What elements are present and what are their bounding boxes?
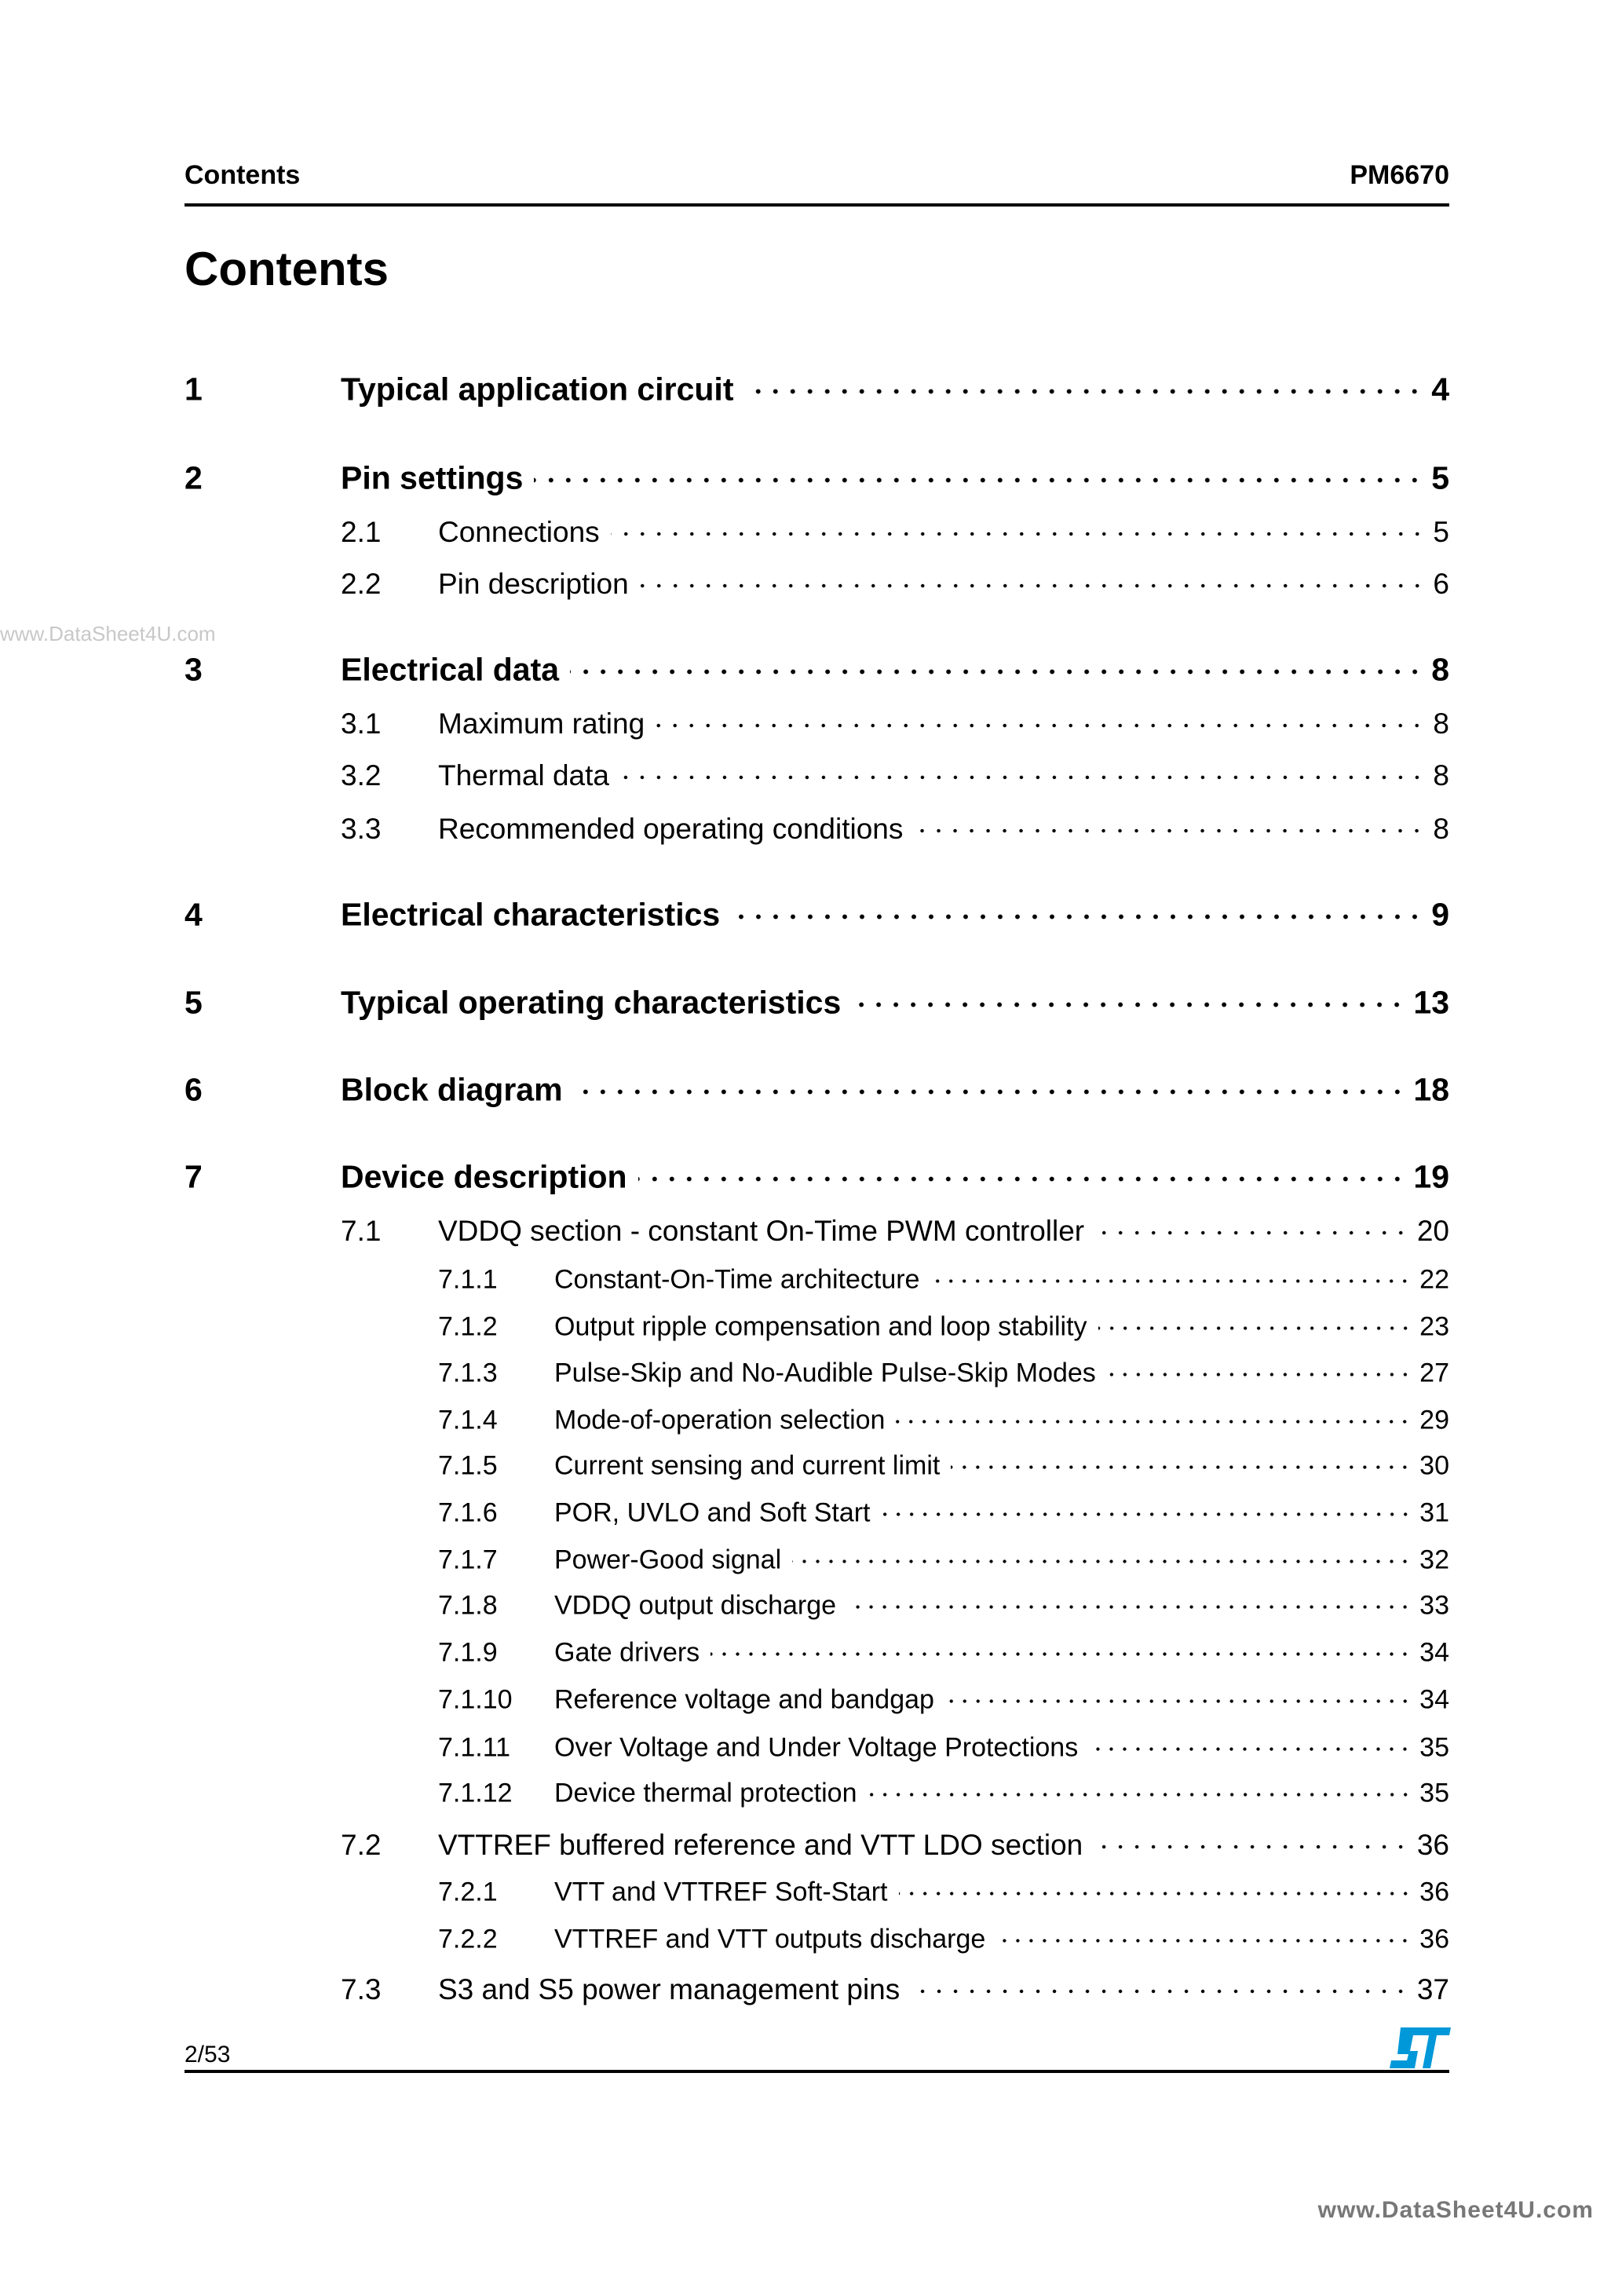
footer-page-number: 2/53 — [184, 2042, 231, 2067]
toc-entry-page[interactable]: 36 — [1416, 1829, 1449, 1861]
toc-entry[interactable] — [184, 1069, 1449, 1109]
toc-entry[interactable] — [184, 565, 1449, 601]
toc-entry-page[interactable]: 23 — [1419, 1311, 1449, 1342]
toc-entry-page[interactable]: 36 — [1419, 1877, 1449, 1907]
toc-entry[interactable] — [184, 810, 1449, 846]
dot-leader — [574, 1069, 1406, 1101]
toc-entry-title[interactable]: Block diagram — [341, 1071, 563, 1108]
toc-entry-number: 7.1.6 — [438, 1497, 498, 1528]
toc-entry[interactable] — [184, 1775, 1449, 1809]
toc-entry-number: 2.2 — [341, 568, 382, 600]
toc-entry-title[interactable]: Pin settings — [341, 459, 524, 496]
toc-entry[interactable] — [184, 894, 1449, 934]
page-title: Contents — [184, 243, 389, 295]
toc-entry-page[interactable]: 22 — [1419, 1264, 1449, 1295]
dot-leader — [1095, 1212, 1409, 1241]
toc-entry-number: 3.2 — [341, 759, 382, 792]
dot-leader — [847, 1588, 1412, 1614]
dot-leader — [792, 1542, 1412, 1569]
toc-entry-title[interactable]: VTTREF buffered reference and VTT LDO section — [438, 1829, 1083, 1861]
dot-leader — [868, 1775, 1412, 1802]
toc-entry-page[interactable]: 35 — [1419, 1732, 1449, 1763]
toc-entry-page[interactable]: 19 — [1413, 1158, 1449, 1195]
toc-entry-title[interactable]: VDDQ section - constant On-Time PWM controller — [438, 1215, 1085, 1247]
toc-entry-title[interactable]: Mode-of-operation selection — [554, 1405, 886, 1435]
dot-leader — [744, 368, 1423, 400]
header-rule — [184, 203, 1449, 207]
toc-entry-title[interactable]: Maximum rating — [438, 707, 645, 740]
dot-leader — [1107, 1355, 1412, 1382]
toc-entry-number: 7.1 — [341, 1215, 382, 1247]
toc-entry[interactable] — [184, 982, 1449, 1022]
dot-leader — [996, 1921, 1412, 1948]
toc-entry[interactable] — [184, 1402, 1449, 1436]
toc-entry-number: 6 — [184, 1071, 203, 1108]
toc-entry-number: 7.1.9 — [438, 1637, 498, 1668]
toc-entry-page[interactable]: 4 — [1431, 371, 1449, 408]
toc-entry-number: 7.2.2 — [438, 1924, 498, 1954]
dot-leader — [882, 1495, 1412, 1522]
toc-entry-title[interactable]: Reference voltage and bandgap — [554, 1684, 934, 1715]
toc-entry-number: 7.2.1 — [438, 1877, 498, 1907]
toc-entry-page[interactable]: 37 — [1416, 1973, 1449, 2005]
dot-leader — [930, 1262, 1412, 1289]
toc-entry[interactable] — [184, 756, 1449, 792]
dot-leader — [656, 704, 1425, 733]
toc-entry-title[interactable]: Device thermal protection — [554, 1778, 857, 1808]
dot-leader — [620, 756, 1425, 785]
dot-leader — [640, 565, 1426, 594]
toc-entry-page[interactable]: 35 — [1419, 1778, 1449, 1808]
toc-entry-page[interactable]: 8 — [1431, 651, 1449, 688]
header-section-label: Contents — [184, 160, 301, 190]
toc-entry-number: 7.1.7 — [438, 1545, 498, 1575]
toc-entry-number: 7.1.1 — [438, 1264, 498, 1295]
toc-entry-page[interactable]: 13 — [1413, 984, 1449, 1021]
toc-entry-number: 7.1.11 — [438, 1732, 511, 1763]
toc-entry[interactable] — [184, 1448, 1449, 1482]
toc-entry-number: 7.1.3 — [438, 1358, 498, 1388]
toc-entry[interactable] — [184, 1542, 1449, 1576]
toc-entry-title[interactable]: Typical application circuit — [341, 371, 734, 408]
dot-leader — [638, 1156, 1406, 1188]
toc-entry-title[interactable]: Electrical data — [341, 651, 560, 688]
toc-entry[interactable] — [184, 1262, 1449, 1296]
toc-entry[interactable] — [184, 1588, 1449, 1621]
toc-entry[interactable] — [184, 1635, 1449, 1669]
toc-entry-number: 3.3 — [341, 813, 382, 845]
toc-entry-page[interactable]: 5 — [1431, 459, 1449, 496]
toc-entry-title[interactable]: Over Voltage and Under Voltage Protections — [554, 1732, 1079, 1763]
toc-entry[interactable] — [184, 1212, 1449, 1248]
dot-leader — [852, 982, 1405, 1014]
dot-leader — [914, 810, 1425, 839]
toc-entry[interactable] — [184, 1970, 1449, 2006]
dot-leader — [731, 894, 1423, 926]
toc-entry[interactable] — [184, 1874, 1449, 1908]
dot-leader — [1098, 1309, 1412, 1336]
toc-entry[interactable] — [184, 1682, 1449, 1716]
toc-entry-number: 7.1.5 — [438, 1450, 498, 1481]
toc-entry-page[interactable]: 5 — [1433, 516, 1449, 548]
toc-entry-number: 3.1 — [341, 707, 382, 740]
header-part-number: PM6670 — [1350, 160, 1449, 190]
toc-entry[interactable] — [184, 1921, 1449, 1955]
toc-entry-number: 3 — [184, 651, 203, 688]
dot-leader — [1094, 1826, 1409, 1855]
toc-entry[interactable] — [184, 1730, 1449, 1764]
dot-leader — [911, 1970, 1409, 1999]
toc-entry-page[interactable]: 32 — [1419, 1545, 1449, 1575]
dot-leader — [611, 513, 1426, 542]
toc-entry-page[interactable]: 8 — [1433, 707, 1449, 740]
toc-entry-number: 1 — [184, 371, 203, 408]
toc-entry[interactable] — [184, 457, 1449, 497]
toc-entry-number: 7.1.4 — [438, 1405, 498, 1435]
toc-entry[interactable] — [184, 649, 1449, 689]
toc-entry-number: 5 — [184, 984, 203, 1021]
toc-entry-title[interactable]: Device description — [341, 1158, 627, 1195]
toc-entry-page[interactable]: 33 — [1419, 1590, 1449, 1621]
toc-entry-page[interactable]: 8 — [1433, 759, 1449, 792]
toc-entry-page[interactable]: 34 — [1419, 1684, 1449, 1715]
dot-leader — [896, 1402, 1412, 1429]
toc-entry-number: 2 — [184, 459, 203, 496]
toc-entry-title[interactable]: Output ripple compensation and loop stability — [554, 1311, 1087, 1342]
toc-entry-title[interactable]: Gate drivers — [554, 1637, 700, 1668]
toc-entry-title[interactable]: Power-Good signal — [554, 1545, 782, 1575]
dot-leader — [899, 1874, 1412, 1901]
toc-entry[interactable] — [184, 1309, 1449, 1343]
toc-entry-number: 7 — [184, 1158, 203, 1195]
toc-entry-page[interactable]: 34 — [1419, 1637, 1449, 1668]
toc-entry-title[interactable]: Pin description — [438, 568, 629, 600]
toc-entry[interactable] — [184, 368, 1449, 408]
toc-entry-title[interactable]: Constant-On-Time architecture — [554, 1264, 920, 1295]
toc-entry-page[interactable]: 20 — [1416, 1215, 1449, 1247]
toc-entry[interactable] — [184, 704, 1449, 740]
toc-entry-title[interactable]: Connections — [438, 516, 600, 548]
watermark-right: www.DataSheet4U.com — [1317, 2197, 1594, 2223]
toc-entry[interactable] — [184, 1355, 1449, 1389]
toc-entry-title[interactable]: Electrical characteristics — [341, 896, 721, 933]
toc-entry-number: 7.3 — [341, 1973, 382, 2005]
toc-entry[interactable] — [184, 1495, 1449, 1529]
footer-rule — [184, 2070, 1449, 2073]
watermark-left: www.DataSheet4U.com — [0, 622, 216, 645]
toc-entry-title[interactable]: VDDQ output discharge — [554, 1590, 837, 1621]
toc-entry-page[interactable]: 30 — [1419, 1450, 1449, 1481]
toc-entry-title[interactable]: S3 and S5 power management pins — [438, 1973, 901, 2005]
toc-entry-number: 2.1 — [341, 516, 382, 548]
toc-entry-number: 7.2 — [341, 1829, 382, 1861]
toc-entry-title[interactable]: Current sensing and current limit — [554, 1450, 941, 1481]
toc-entry-page[interactable]: 36 — [1419, 1924, 1449, 1954]
toc-entry-title[interactable]: VTTREF and VTT outputs discharge — [554, 1924, 986, 1954]
toc-entry[interactable] — [184, 1156, 1449, 1196]
toc-entry-page[interactable]: 27 — [1419, 1358, 1449, 1388]
toc-entry-number: 7.1.8 — [438, 1590, 498, 1621]
dot-leader — [945, 1682, 1412, 1709]
toc-entry[interactable] — [184, 1826, 1449, 1862]
dot-leader — [570, 649, 1423, 681]
toc-entry-number: 7.1.12 — [438, 1778, 513, 1808]
dot-leader — [951, 1448, 1412, 1475]
toc-entry-page[interactable]: 31 — [1419, 1497, 1449, 1528]
toc-entry-number: 4 — [184, 896, 203, 933]
st-logo-icon — [1390, 2027, 1451, 2068]
dot-leader — [1089, 1730, 1412, 1757]
toc-entry-title[interactable]: Pulse-Skip and No-Audible Pulse-Skip Modes — [554, 1358, 1096, 1388]
toc-entry[interactable] — [184, 513, 1449, 549]
toc-entry-page[interactable]: 9 — [1431, 896, 1449, 933]
toc-entry-page[interactable]: 18 — [1413, 1071, 1449, 1108]
toc-entry-title[interactable]: POR, UVLO and Soft Start — [554, 1497, 871, 1528]
dot-leader — [711, 1635, 1412, 1662]
toc-entry-page[interactable]: 6 — [1433, 568, 1449, 600]
dot-leader — [534, 457, 1423, 489]
toc-entry-title[interactable]: Recommended operating conditions — [438, 813, 904, 845]
toc-entry-page[interactable]: 8 — [1433, 813, 1449, 845]
toc-entry-title[interactable]: VTT and VTTREF Soft-Start — [554, 1877, 888, 1907]
toc-entry-title[interactable]: Typical operating characteristics — [341, 984, 842, 1021]
toc-entry-number: 7.1.2 — [438, 1311, 498, 1342]
toc-entry-title[interactable]: Thermal data — [438, 759, 609, 792]
toc-entry-page[interactable]: 29 — [1419, 1405, 1449, 1435]
toc-entry-number: 7.1.10 — [438, 1684, 513, 1715]
